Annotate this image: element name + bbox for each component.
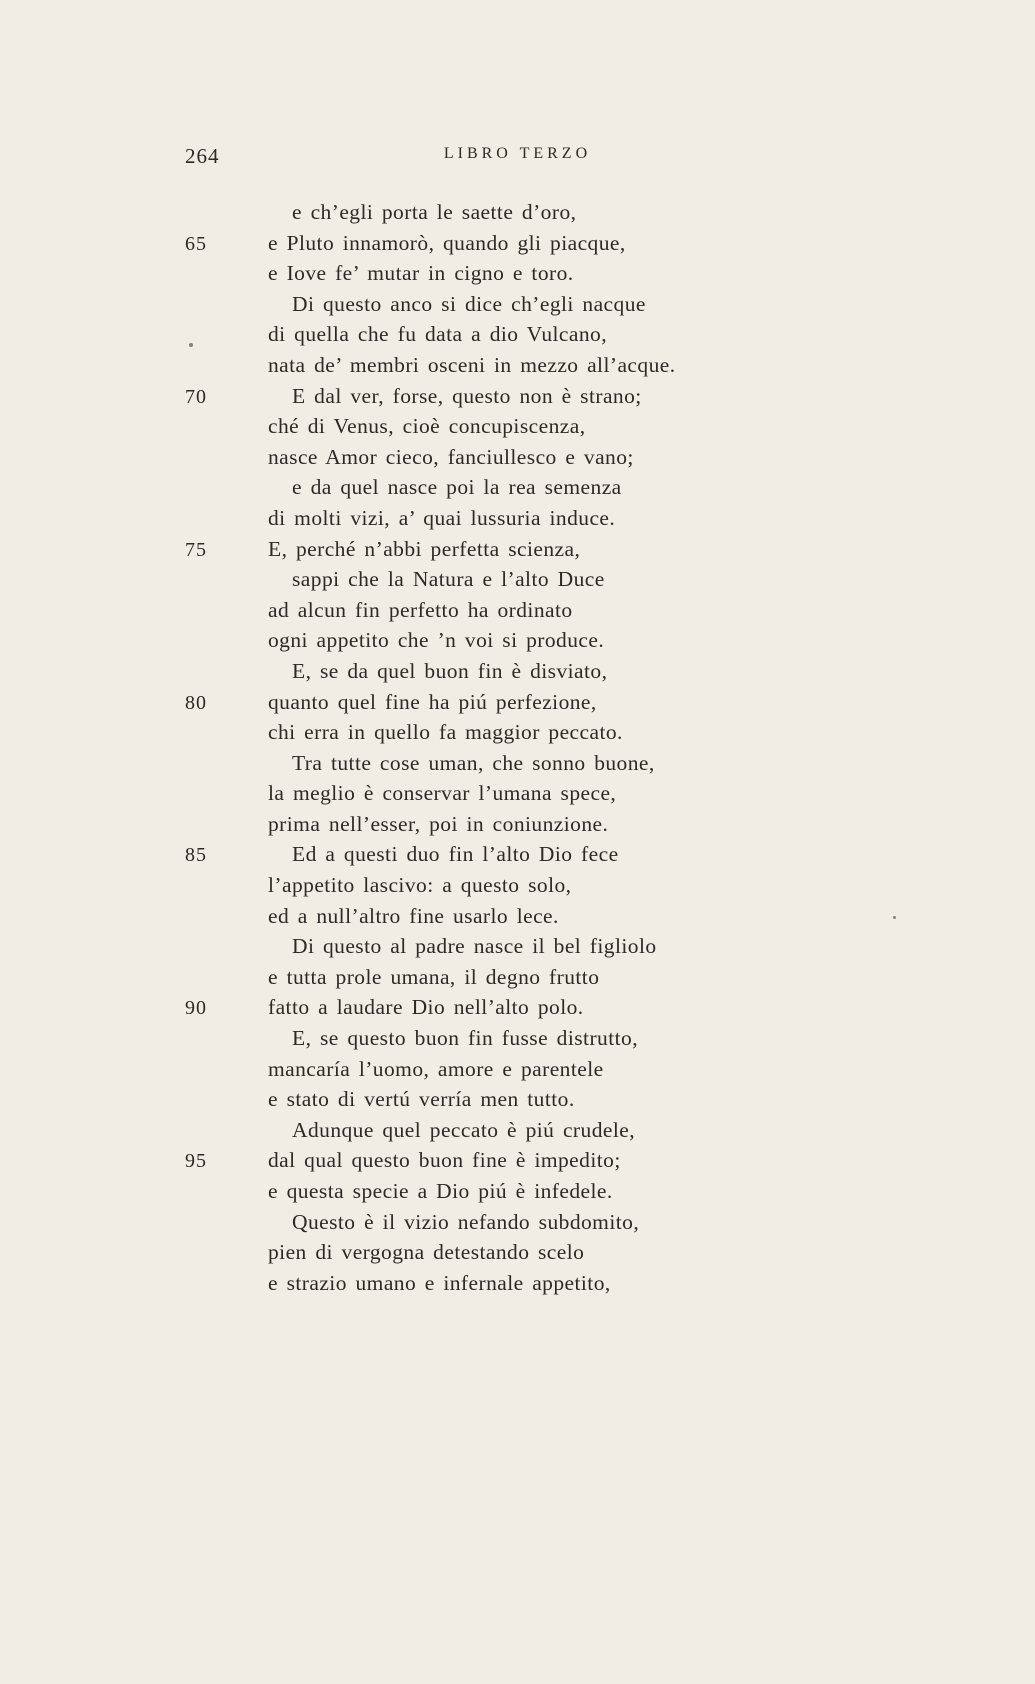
poem-line (185, 1237, 885, 1268)
poem-line (185, 472, 885, 503)
poem-line (185, 687, 885, 718)
scan-artifact-dot (189, 343, 193, 347)
poem-line (185, 350, 885, 381)
poem-line (185, 1207, 885, 1238)
verse-text: ad alcun fin perfetto ha ordinato (268, 597, 573, 622)
verse-line-number: 65 (185, 232, 207, 255)
poem-line (185, 1023, 885, 1054)
verse-text: e questa specie a Dio piú è infedele. (268, 1179, 613, 1203)
verse-text: E, se questo buon fin fusse distrutto, (292, 1026, 639, 1051)
verse-text: di quella che fu data a dio Vulcano, (268, 322, 608, 347)
verse-text: fatto a laudare Dio nell’alto polo. (268, 995, 584, 1020)
poem-line (185, 778, 885, 809)
verse-text: e ch’egli porta le saette d’oro, (292, 200, 577, 224)
poem-line (185, 564, 885, 595)
poem-line (185, 258, 885, 289)
poem-line (185, 1115, 885, 1146)
verse-text: e Pluto innamorò, quando gli piacque, (268, 230, 626, 255)
verse-line-number: 80 (185, 691, 207, 714)
verse-text: Tra tutte cose uman, che sonno buone, (292, 750, 655, 775)
verse-text: mancaría l’uomo, amore e parentele (268, 1056, 604, 1081)
verse-text: Questo è il vizio nefando subdomito, (292, 1209, 640, 1234)
poem-line (185, 534, 885, 565)
verse-line-number: 95 (185, 1150, 207, 1173)
verse-text: e da quel nasce poi la rea semenza (292, 475, 622, 500)
verse-text: nasce Amor cieco, fanciullesco e vano; (268, 444, 634, 469)
poem-line (185, 748, 885, 779)
poem-line (185, 962, 885, 993)
poem-line (185, 809, 885, 840)
poem-line (185, 442, 885, 473)
verse-text: e strazio umano e infernale appetito, (268, 1270, 611, 1295)
verse-text: prima nell’esser, poi in coniunzione. (268, 811, 609, 836)
verse-text: sappi che la Natura e l’alto Duce (292, 567, 605, 592)
poem-line (185, 656, 885, 687)
verse-text: ogni appetito che ’n voi si produce. (268, 628, 605, 653)
poem-text (185, 197, 885, 1298)
poem-line (185, 503, 885, 534)
poem-line (185, 839, 885, 870)
verse-text: chi erra in quello fa maggior peccato. (268, 720, 623, 745)
page-header (0, 142, 1035, 172)
poem-line (185, 992, 885, 1023)
verse-text: quanto quel fine ha piú perfezione, (268, 689, 597, 714)
verse-text: Di questo al padre nasce il bel figliolo (292, 934, 657, 959)
poem-line (185, 1054, 885, 1085)
poem-line (185, 1176, 885, 1207)
poem-line (185, 197, 885, 228)
verse-text: Di questo anco si dice ch’egli nacque (292, 291, 646, 316)
poem-line (185, 1268, 885, 1299)
verse-text: ed a null’altro fine usarlo lece. (268, 903, 559, 928)
poem-line (185, 870, 885, 901)
verse-text: di molti vizi, a’ quai lussuria induce. (268, 505, 616, 530)
poem-line (185, 289, 885, 320)
poem-line (185, 717, 885, 748)
verse-line-number: 90 (185, 997, 207, 1020)
scan-artifact-dot (893, 916, 896, 919)
verse-line-number: 85 (185, 844, 207, 867)
page-number: 264 (185, 144, 220, 168)
verse-line-number: 75 (185, 538, 207, 561)
poem-line (185, 228, 885, 259)
verse-text: nata de’ membri osceni in mezzo all’acque. (268, 352, 676, 377)
verse-text: la meglio è conservar l’umana spece, (268, 781, 617, 806)
verse-text: Adunque quel peccato è piú crudele, (292, 1117, 636, 1142)
poem-line (185, 319, 885, 350)
poem-line (185, 411, 885, 442)
poem-line (185, 1084, 885, 1115)
verse-text: dal qual questo buon fine è impedito; (268, 1148, 621, 1173)
running-title: LIBRO TERZO (443, 145, 592, 162)
verse-text: e stato di vertú verría men tutto. (268, 1087, 575, 1112)
verse-line-number: 70 (185, 385, 207, 408)
verse-text: E, se da quel buon fin è disviato, (292, 658, 608, 683)
verse-text: Ed a questi duo fin l’alto Dio fece (292, 842, 619, 867)
verse-text: E dal ver, forse, questo non è strano; (292, 383, 642, 408)
poem-line (185, 381, 885, 412)
poem-line (185, 1145, 885, 1176)
poem-line (185, 931, 885, 962)
verse-text: E, perché n’abbi perfetta scienza, (268, 536, 581, 561)
verse-text: e Iove fe’ mutar in cigno e toro. (268, 261, 574, 286)
verse-text: ché di Venus, cioè concupiscenza, (268, 414, 586, 439)
poem-line (185, 901, 885, 932)
poem-line (185, 595, 885, 626)
verse-text: pien di vergogna detestando scelo (268, 1240, 585, 1265)
poem-line (185, 625, 885, 656)
verse-text: e tutta prole umana, il degno frutto (268, 964, 600, 989)
verse-text: l’appetito lascivo: a questo solo, (268, 873, 572, 898)
